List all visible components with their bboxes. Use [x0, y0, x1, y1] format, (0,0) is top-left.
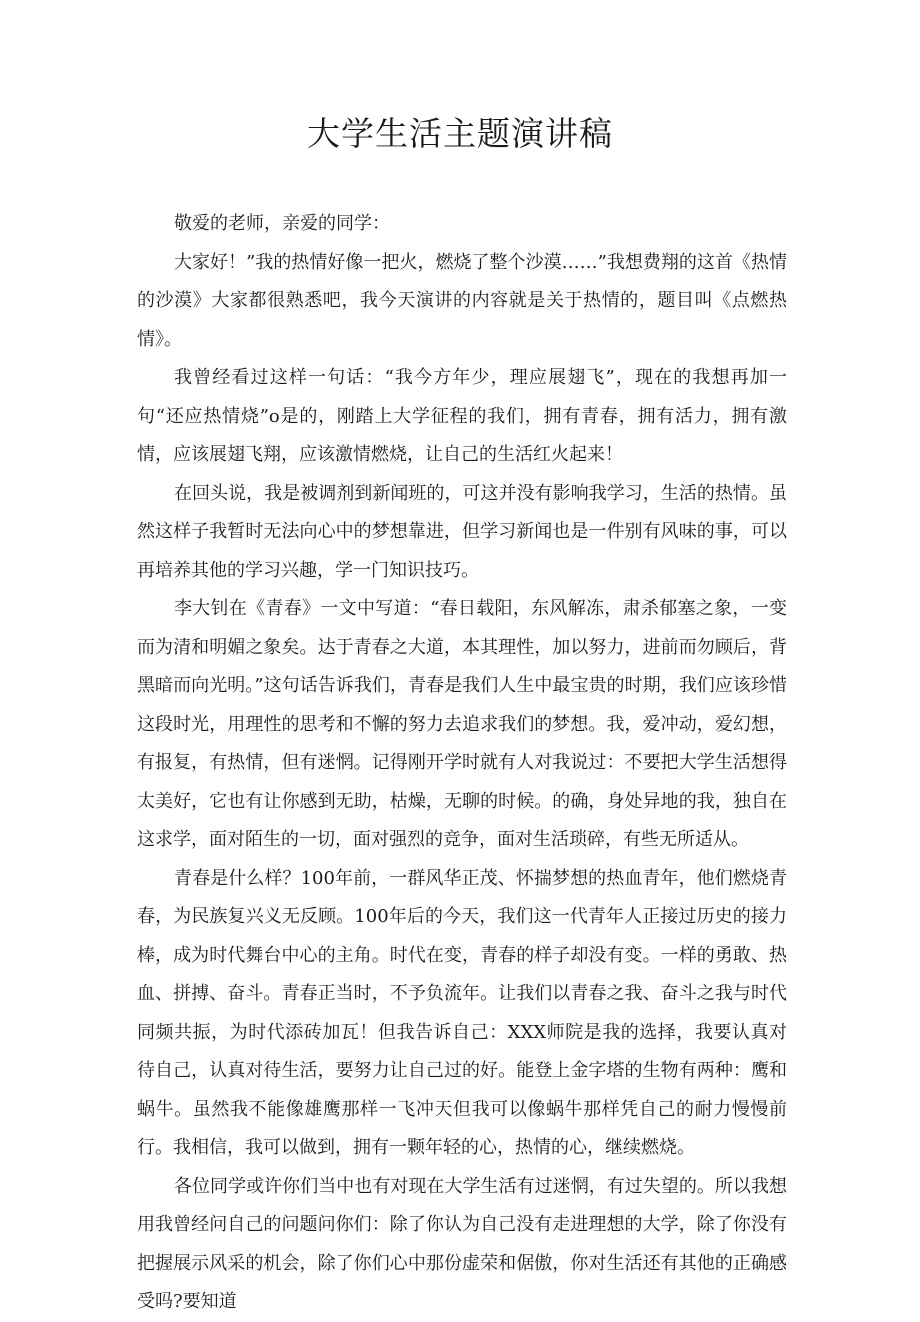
- body-paragraph: 我曾经看过这样一句话：“我今方年少，理应展翅飞”，现在的我想再加一句“还应热情烧”o是的，刚踏上大学征程的我们，拥有青春，拥有活力，拥有激情，应该展翅飞翔，应该激情燃烧，让自己的生活红火起来！: [137, 367, 787, 465]
- document-title: 大学生活主题演讲稿: [307, 114, 613, 153]
- body-paragraph: 各位同学或许你们当中也有对现在大学生活有过迷惘，有过失望的。所以我想用我曾经问自己的问题问你们：除了你认为自己没有走进理想的大学，除了你没有把握展示风采的机会，除了你们心中那份虚荣和倨傲，你对生活还有其他的正确感受吗?要知道: [137, 1175, 787, 1312]
- document-body: [137, 205, 787, 1322]
- body-paragraph: 在回头说，我是被调剂到新闻班的，可这并没有影响我学习，生活的热情。虽然这样子我暂时无法向心中的梦想靠进，但学习新闻也是一件别有风味的事，可以再培养其他的学习兴趣，学一门知识技巧。: [137, 482, 787, 581]
- body-paragraph: 大家好！”我的热情好像一把火，燃烧了整个沙漠……”我想费翔的这首《热情的沙漠》大家都很熟悉吧，我今天演讲的内容就是关于热情的，题目叫《点燃热情》。: [137, 251, 787, 350]
- body-paragraph: 青春是什么样？100年前，一群风华正茂、怀揣梦想的热血青年，他们燃烧青春，为民族复兴义无反顾。100年后的今天，我们这一代青年人正接过历史的接力棒，成为时代舞台中心的主角。时代在变，青春的样子却没有变。一样的勇敢、热血、拼搏、奋斗。青春正当时，不予负流年。让我们以青春之我、奋斗之我与时代同频共振，为时代添砖加瓦！但我告诉自己：XXX师院是我的选择，我要认真对待自己，认真对待生活，要努力让自己过的好。能登上金字塔的生物有两种：鹰和蜗牛。虽然我不能像雄鹰那样一飞冲天但我可以像蜗牛那样凭自己的耐力慢慢前行。我相信，我可以做到，拥有一颗年轻的心，热情的心，继续燃烧。: [137, 867, 787, 1158]
- body-paragraph: 李大钊在《青春》一文中写道：“春日载阳，东风解冻，肃杀郁塞之象，一变而为清和明媚之象矣。达于青春之大道，本其理性，加以努力，进前而勿顾后，背黑暗而向光明。”这句话告诉我们，青春是我们人生中最宝贵的时期，我们应该珍惜这段时光，用理性的思考和不懈的努力去追求我们的梦想。我，爱冲动，爱幻想，有报复，有热情，但有迷惘。记得刚开学时就有人对我说过：不要把大学生活想得太美好，它也有让你感到无助，枯燥，无聊的时候。的确，身处异地的我，独自在这求学，面对陌生的一切，面对强烈的竞争，面对生活琐碎，有些无所适从。: [137, 598, 787, 850]
- greeting-paragraph: 敬爱的老师，亲爱的同学：: [174, 213, 390, 234]
